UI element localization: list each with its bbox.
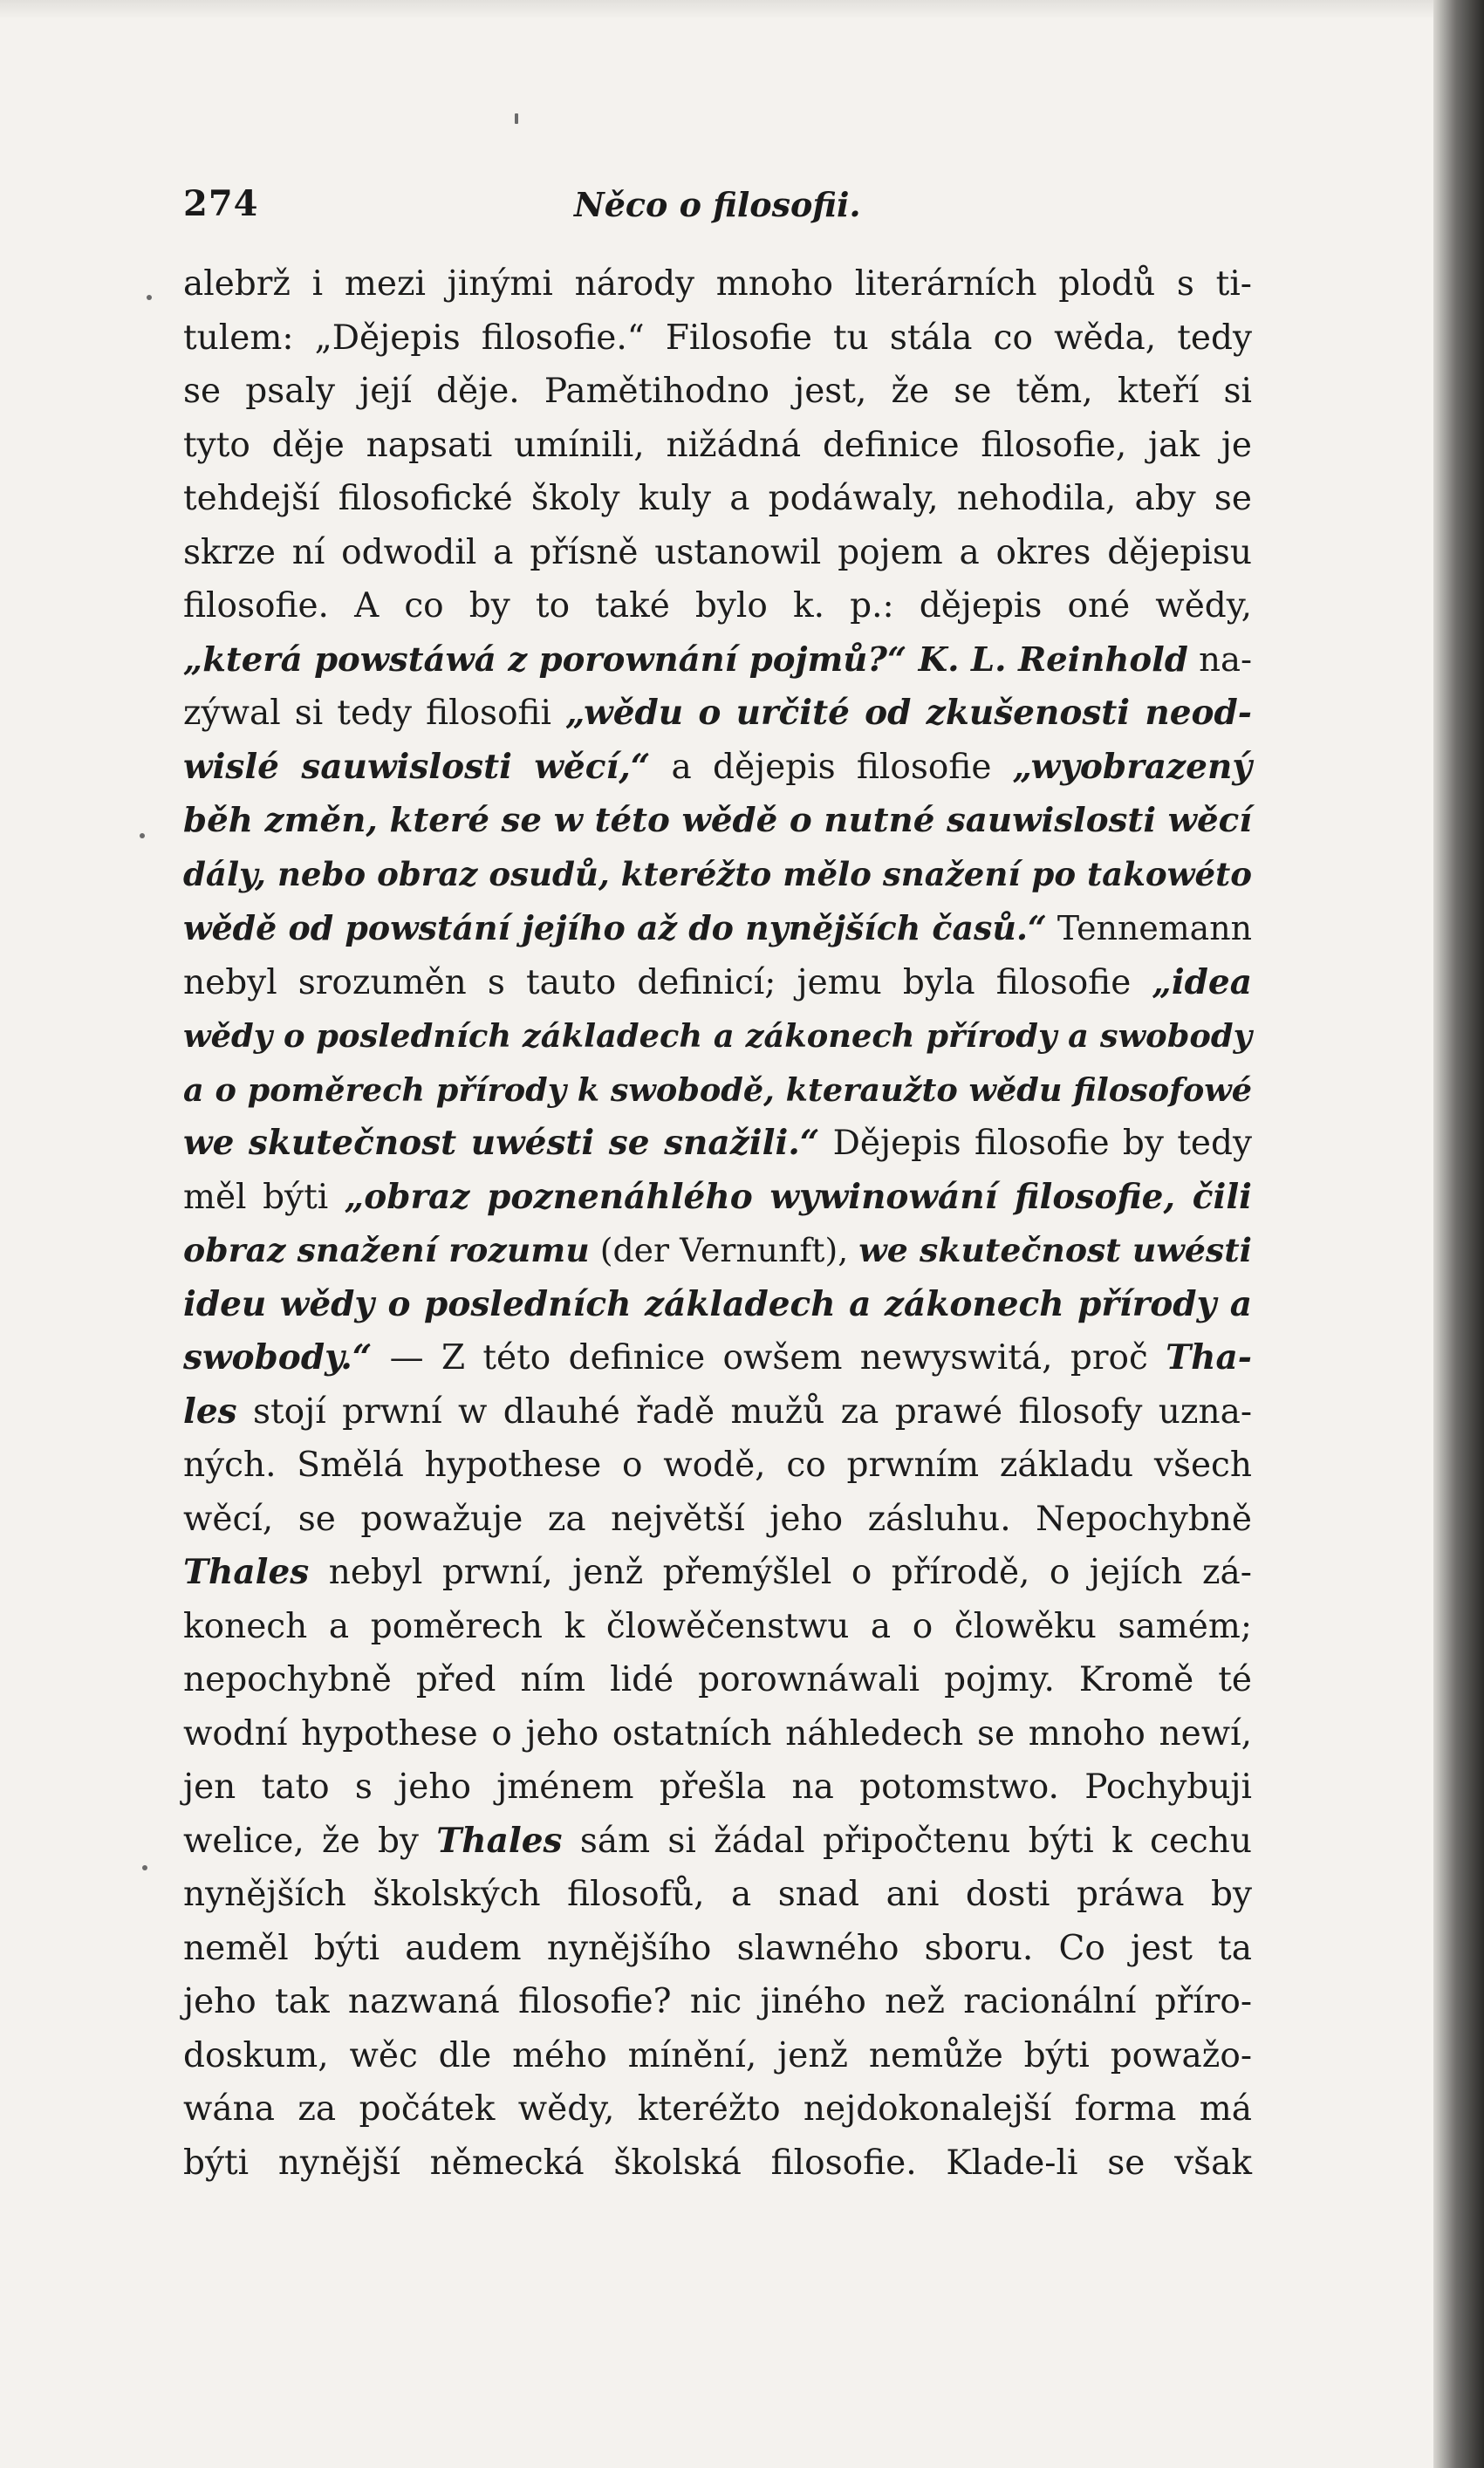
text-line [183, 956, 1252, 1010]
text-segment: tulem: „Dějepis filosofie.“ Filosofie tu stála co wěda, tedy [183, 318, 1252, 358]
text-segment: neměl býti audem nynějšího slawného sboru. Co jest ta [183, 1928, 1252, 1968]
italic-segment: běh změn, které se w této wědě o nutné sauwislosti wěcí [183, 801, 1252, 840]
text-line [183, 579, 1252, 633]
italic-segment: Thales [436, 1820, 563, 1861]
text-line [183, 1653, 1252, 1707]
text-line [183, 1385, 1252, 1439]
text-segment: tyto děje napsati umínili, nižádná definice filosofie, jak je [183, 425, 1252, 465]
text-line [183, 741, 1252, 795]
text-segment: býti nynější německá školská filosofie. Klade-li se však [183, 2143, 1252, 2183]
print-speck [515, 113, 518, 124]
text-segment: wěcí, se powažuje za největší jeho zásluhu. Nepochybně [183, 1499, 1252, 1539]
text-line [183, 311, 1252, 366]
italic-segment: wědy o posledních základech a zákonech přírody a swobody [183, 1016, 1252, 1055]
text-segment: nepochybně před ním lidé porownáwali pojmy. Kromě té [183, 1660, 1252, 1699]
text-line [183, 1975, 1252, 2029]
text-line [183, 1439, 1252, 1493]
italic-segment: „obraz poznenáhlého wywinowání filosofie, čili [344, 1176, 1252, 1217]
italic-segment: „idea [1152, 961, 1252, 1002]
italic-segment: we skutečnost uwésti se snažili.“ [183, 1123, 820, 1163]
text-segment: konech a poměrech k člowěčenstwu a o člowěku samém; [183, 1606, 1252, 1646]
italic-segment: wědě od powstání jejího až do nynějších časů.“ [183, 908, 1047, 947]
text-segment: stojí prwní w dlauhé řadě mužů za prawé filosofy uzna- [236, 1391, 1252, 1432]
text-segment: filosofie. A co by to také bylo k. p.: dějepis oné wědy, [183, 586, 1252, 626]
text-line [183, 1493, 1252, 1547]
italic-segment: „wyobrazený [1012, 746, 1252, 787]
text-line [183, 472, 1252, 526]
text-segment: welice, že by [183, 1821, 437, 1861]
body-text [183, 257, 1252, 2190]
text-line [183, 2029, 1252, 2083]
text-line [183, 1063, 1252, 1118]
text-line [183, 419, 1252, 473]
text-segment: wodní hypothese o jeho ostatních náhledech se mnoho newí, [183, 1713, 1252, 1754]
text-line [183, 1117, 1252, 1171]
text-line [183, 1922, 1252, 1976]
italic-segment: ideu wědy o posledních základech a zákonech přírody a [183, 1283, 1252, 1324]
text-segment: Tennemann [1046, 909, 1252, 947]
italic-segment: les [183, 1391, 237, 1432]
text-line [183, 1009, 1252, 1063]
page-number: 274 [183, 183, 259, 224]
running-title: Něco o filosofii. [574, 185, 861, 224]
text-segment: nebyl srozuměn s tauto definicí; jemu byla filosofie [183, 962, 1152, 1002]
text-segment: se psaly její děje. Pamětihodno jest, že se těm, kteří si [183, 372, 1252, 411]
text-line [183, 1815, 1252, 1869]
text-line [183, 633, 1252, 687]
italic-segment: Thales [183, 1552, 310, 1592]
text-line [183, 901, 1252, 956]
italic-segment: wislé sauwislosti wěcí,“ [183, 746, 651, 787]
text-segment: zýwal si tedy filosofii [183, 694, 566, 733]
page-top-edge [0, 0, 1484, 19]
text-segment: ných. Smělá hypothese o wodě, co prwním základu všech [183, 1446, 1252, 1485]
print-speck [142, 1865, 147, 1870]
text-line [183, 848, 1252, 902]
page-header [183, 183, 1248, 236]
italic-segment: dály, nebo obraz osudů, kteréžto mělo snažení po takowéto [183, 854, 1252, 893]
text-line [183, 365, 1252, 419]
print-speck [140, 833, 145, 838]
text-segment: — Z této definice owšem newyswitá, proč [372, 1338, 1166, 1378]
text-line [183, 1600, 1252, 1654]
text-segment: skrze ní odwodil a přísně ustanowil pojem a okres dějepisu [183, 532, 1252, 572]
text-segment: jen tato s jeho jménem přešla na potomstwo. Pochybuji [183, 1767, 1252, 1807]
text-segment: měl býti [183, 1177, 345, 1217]
italic-segment: we skutečnost uwésti [858, 1231, 1252, 1269]
text-line [183, 794, 1252, 848]
text-segment: (der Vernunft), [589, 1231, 859, 1269]
text-segment: doskum, wěc dle mého mínění, jenž nemůže býti powažo- [183, 2035, 1252, 2075]
print-speck [147, 295, 152, 300]
text-segment: na- [1187, 639, 1252, 680]
text-line [183, 1760, 1252, 1815]
text-line [183, 1707, 1252, 1761]
text-segment: sám si žádal připočtenu býti k cechu [562, 1821, 1253, 1861]
text-line [183, 1331, 1252, 1385]
italic-segment: obraz snažení rozumu [183, 1231, 590, 1269]
text-segment: nynějších školských filosofů, a snad ani dosti práwa by [183, 1875, 1252, 1914]
italic-segment: a o poměrech přírody k swobodě, kteraužto wědu filosofowé [183, 1070, 1252, 1109]
text-segment: jeho tak nazwaná filosofie? nic jiného než racionální příro- [183, 1982, 1252, 2021]
text-segment: Dějepis filosofie by tedy [819, 1124, 1252, 1163]
text-segment: a dějepis filosofie [650, 747, 1013, 787]
text-line [183, 1868, 1252, 1922]
italic-segment: Tha- [1166, 1337, 1252, 1378]
text-segment: alebrž i mezi jinými národy mnoho literárních plodů s ti- [183, 264, 1252, 304]
text-line [183, 1546, 1252, 1600]
italic-segment: „wědu o určité od zkušenosti neod- [565, 693, 1252, 733]
text-line [183, 2136, 1252, 2191]
text-segment: nebyl prwní, jenž přemýšlel o přírodě, o jejích zá- [309, 1553, 1252, 1592]
text-line [183, 526, 1252, 580]
italic-segment: „která powstáwá z porownání pojmů?“ K. L. Reinhold [183, 639, 1188, 680]
text-line [183, 1171, 1252, 1225]
text-line [183, 687, 1252, 741]
text-line [183, 2082, 1252, 2136]
text-line [183, 1224, 1252, 1278]
text-line [183, 257, 1252, 311]
italic-segment: swobody.“ [183, 1337, 373, 1378]
text-segment: tehdejší filosofické školy kuly a podáwaly, nehodila, aby se [183, 479, 1252, 518]
text-line [183, 1278, 1252, 1332]
text-segment: wána za počátek wědy, kteréžto nejdokonalejší forma má [183, 2089, 1252, 2129]
book-binding-edge [1433, 0, 1484, 2468]
